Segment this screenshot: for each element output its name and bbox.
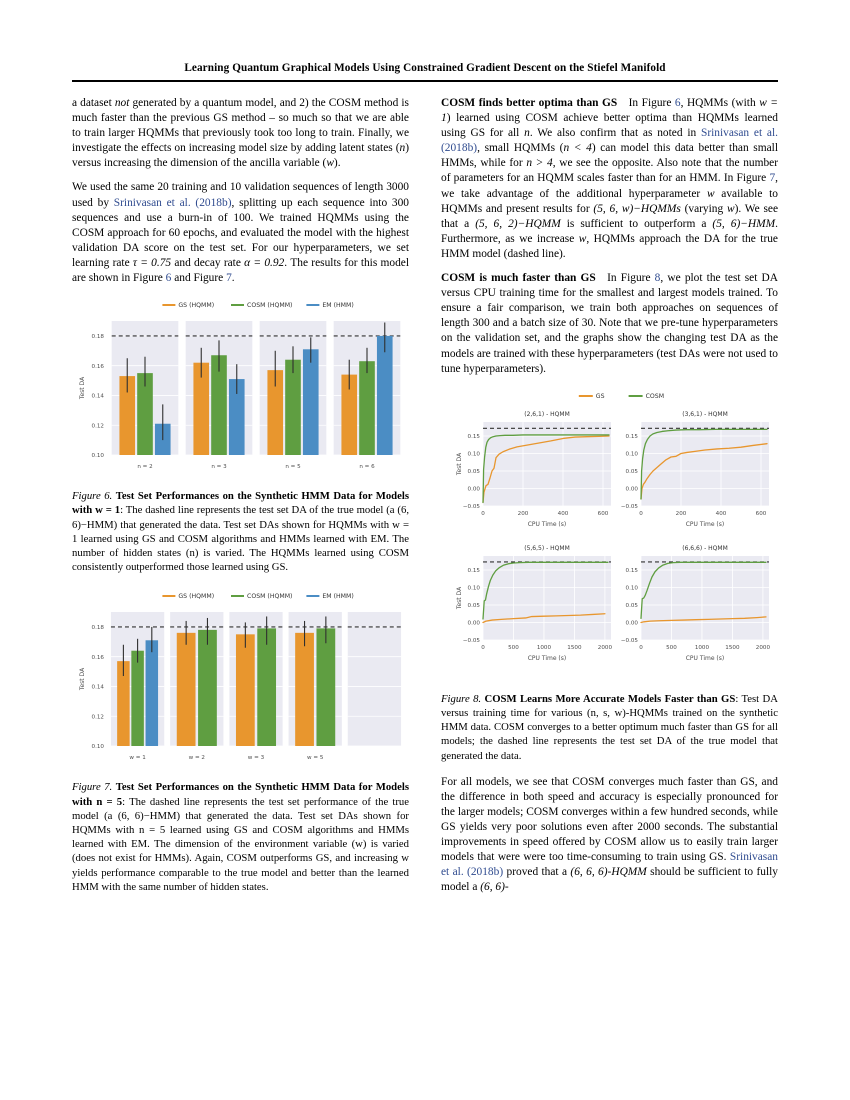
body-text: generated by a quantum model, and 2) the COSM method is much faster than the previous GS method – so much so that we are able to train larger HQMMs that previously took too long to train. Finally, we investigate the effects on increasing model size by adding latent states (	[72, 97, 409, 155]
right-column	[441, 96, 778, 904]
x-tick-label: 1500	[567, 644, 582, 651]
legend-label: COSM	[645, 392, 665, 400]
figure-7-text: : The dashed line represents the test set performance of the true model (a (6, 6)−HMM) that generated the data. Test set DAs shown for HQMMs with n = 5 learned using GS and COSM algorithms and HMMs learned with EM. The dimension of the environment variable (w) is varied (does not exist for HMMs). Again, COSM outperforms GS, and increasing w yields performance comparable to the true model and better than the learned HMM with the same number of hidden states.	[72, 795, 409, 893]
bar	[146, 641, 159, 747]
x-tick-label: n = 5	[285, 464, 301, 471]
math-inline: w	[706, 187, 715, 200]
x-tick-label: 500	[666, 644, 677, 651]
figure-7	[72, 586, 409, 774]
body-text: proved that a	[503, 866, 571, 879]
y-axis-label: Test DA	[456, 586, 463, 609]
citation-link[interactable]: 8	[654, 272, 661, 285]
panel-title: (5,6,5) - HQMM	[524, 544, 570, 552]
citation-link[interactable]: 7	[226, 272, 232, 285]
math-inline: w	[326, 157, 334, 170]
y-tick-label: 0.00	[467, 486, 480, 493]
y-tick-label: −0.05	[462, 503, 480, 510]
y-tick-label: 0.00	[625, 620, 638, 627]
figure-8-legend	[579, 393, 664, 400]
citation-link[interactable]: 6	[165, 272, 172, 285]
citation-link[interactable]: Srinivasan et al. (2018b)	[441, 851, 778, 879]
math-inline: n < 4	[563, 142, 592, 155]
y-tick-label: 0.15	[467, 433, 480, 440]
y-tick-label: 0.15	[625, 567, 638, 574]
bar	[316, 629, 335, 747]
y-tick-label: 0.10	[625, 451, 638, 458]
paragraph-1	[72, 96, 409, 171]
x-tick-label: w = 1	[129, 755, 146, 762]
x-axis-label: CPU Time (s)	[527, 654, 567, 662]
body-text: , we take advantage of the additional hyperparameter	[441, 172, 778, 200]
legend-label: COSM (HQMM)	[247, 593, 293, 601]
bar	[236, 635, 255, 747]
x-tick-label: w = 3	[247, 755, 265, 762]
bar	[177, 633, 196, 746]
x-tick-label: 1000	[694, 644, 710, 651]
y-tick-label: 0.10	[467, 585, 480, 592]
x-tick-label: n = 2	[137, 464, 153, 471]
y-tick-label: 0.10	[91, 453, 104, 460]
bar	[295, 633, 314, 746]
body-text: For all models, we see that COSM converges much faster than GS, and the difference in both speed and accuracy is especially pronounced for the larger models; COSM converges within a few hundred seconds, while GS yields very poor solutions even after 2000 seconds. The substantial improvements in speed offered by COSM allow us to easily train larger models that were were too time-consuming to train using GS.	[441, 775, 778, 864]
body-text: . We also confirm that as noted in	[529, 127, 701, 140]
y-tick-label: 0.05	[625, 468, 638, 475]
figure-6-legend	[162, 302, 353, 309]
figure-8-title: COSM Learns More Accurate Models Faster than GS	[484, 692, 736, 705]
bar	[257, 629, 276, 747]
y-tick-label: 0.00	[625, 486, 638, 493]
x-tick-label: 500	[508, 644, 519, 651]
paragraph-heading: COSM is much faster than GS	[441, 272, 608, 285]
figure-7-caption	[72, 780, 409, 894]
citation-link[interactable]: Srinivasan et al. (2018b)	[113, 196, 232, 209]
x-tick-label: 600	[755, 510, 767, 517]
paragraph-5	[441, 775, 778, 896]
x-tick-label: w = 2	[188, 755, 205, 762]
math-inline: n > 4	[526, 157, 553, 170]
math-inline: n	[399, 142, 406, 155]
citation-link[interactable]: Srinivasan et al. (2018b)	[441, 127, 778, 155]
y-tick-label: 0.05	[625, 602, 638, 609]
x-tick-label: 400	[557, 510, 569, 517]
x-tick-label: 1500	[725, 644, 740, 651]
body-text: and decay rate	[171, 256, 245, 269]
y-tick-label: −0.05	[620, 637, 638, 644]
body-text: We used the same 20 training and 10 validation sequences of length 3000 used by	[72, 181, 409, 209]
left-column	[72, 96, 409, 906]
body-text: , we plot the test set DA versus CPU training time for the smallest and largest models trained. To ensure a fair comparison, we train both approaches on sequences of length 300 and a batch size of 30. Note that we pre-tune hyperparameters on the validation set, and the graphs show the changing test DA as the models are trained with these hyperparameters (test DAs were not used to tune hyperparameters).	[441, 272, 778, 375]
y-tick-label: 0.10	[91, 744, 104, 751]
figure-8	[441, 386, 778, 686]
running-head: Learning Quantum Graphical Models Using Constrained Gradient Descent on the Stiefel Manifold	[184, 62, 666, 74]
figure-7-label: Figure 7.	[72, 781, 113, 794]
figure-8-caption	[441, 692, 778, 763]
figure-8-chart	[441, 386, 778, 686]
y-tick-label: −0.05	[462, 637, 480, 644]
figure-6-chart	[72, 295, 409, 483]
math-inline: α = 0.92	[244, 256, 285, 269]
body-text: , small HQMMs (	[477, 142, 564, 155]
math-inline: (6, 6)-	[480, 881, 509, 894]
figure-8-label: Figure 8.	[441, 692, 482, 705]
y-tick-label: 0.12	[91, 714, 104, 721]
body-text: In Figure	[628, 97, 675, 109]
header-rule	[72, 80, 778, 82]
x-tick-label: 0	[481, 644, 485, 651]
body-text: ) can model this data better than small HMMs, while for	[441, 142, 778, 170]
paragraph-2	[72, 180, 409, 286]
body-text: is sufficient to outperform a	[560, 217, 713, 230]
figure-6-text: : The dashed line represents the test set DA of the true model (a (6, 6)−HMM) that generated the data. Test set DAs shown for HQMMs with w = 1 learned using GS and COSM algorithms and HMMs learned with EM. The number of hidden states (n) is varied. The HQMMs learned using COSM consistently outperformed those learned using GS.	[72, 504, 410, 574]
x-tick-label: 0	[639, 510, 643, 517]
y-tick-label: 0.05	[467, 468, 480, 475]
legend-label: EM (HMM)	[322, 302, 354, 310]
legend-label: GS	[595, 392, 605, 400]
math-inline: w = 1	[441, 97, 778, 125]
panel-title: (6,6,6) - HQMM	[682, 544, 728, 552]
x-tick-label: 600	[597, 510, 609, 517]
x-tick-label: 2000	[755, 644, 771, 651]
x-axis-label: CPU Time (s)	[685, 520, 725, 528]
math-inline: (5, 6, w)−HQMMs	[593, 202, 681, 215]
paragraph-4	[441, 271, 778, 377]
body-text: ) learned using COSM achieve better optima than HQMMs learned using GS for all	[441, 112, 778, 140]
paragraph-3	[441, 96, 778, 262]
body-text: available to HQMMs and present results for	[441, 187, 778, 215]
x-tick-label: 200	[517, 510, 529, 517]
legend-label: COSM (HQMM)	[247, 302, 293, 310]
bar	[377, 336, 393, 455]
y-tick-label: −0.05	[620, 503, 638, 510]
y-tick-label: 0.10	[467, 451, 480, 458]
body-text: . The results for this model are shown in Figure	[72, 256, 409, 285]
body-text: . Furthermore, as we increase	[441, 217, 778, 245]
bar	[131, 651, 144, 746]
math-inline: n	[524, 127, 530, 140]
body-text: ) versus increasing the dimension of the ancilla variable (	[72, 142, 409, 170]
figure-7-title: Test Set Performances on the Synthetic HMM Data for Models with n = 5	[72, 781, 409, 808]
x-tick-label: w = 5	[307, 755, 324, 762]
bar	[285, 360, 301, 455]
math-inline: w	[726, 202, 735, 215]
math-inline: τ = 0.75	[132, 256, 172, 269]
y-tick-label: 0.14	[91, 393, 104, 400]
y-tick-label: 0.15	[625, 433, 638, 440]
panel-title: (3,6,1) - HQMM	[682, 410, 728, 418]
citation-link[interactable]: 7	[769, 172, 776, 185]
math-inline: (6, 6, 6)-HQMM	[570, 866, 647, 879]
emphasis-text: not	[114, 97, 130, 109]
bar	[198, 630, 217, 746]
figure-6-label: Figure 6.	[72, 490, 113, 503]
plot-background	[483, 556, 611, 640]
figure-8-text: : Test DA versus training time for various (n, s, w)-HQMMs trained on the synthetic HMM data. COSM converges to a better optimum much faster than GS for all models; the dashed line represents the test set DA of the true model that generated the data.	[441, 692, 778, 762]
x-tick-label: n = 6	[359, 464, 375, 471]
legend-label: GS (HQMM)	[178, 593, 215, 601]
x-tick-label: n = 3	[211, 464, 227, 471]
y-tick-label: 0.15	[467, 567, 480, 574]
citation-link[interactable]: 6	[674, 97, 681, 109]
x-tick-label: 0	[481, 510, 485, 517]
body-text: and Figure	[171, 272, 227, 285]
y-tick-label: 0.14	[91, 684, 104, 691]
x-tick-label: 200	[675, 510, 687, 517]
body-text: , splitting up each sequence into 300 sequences and use a burn-in of 100. We trained HQMMs using the COSM approach for 60 epochs, and evaluated the model with the highest validation DA score on the test set. For our hyperparameters, we set learning rate	[72, 196, 409, 269]
bar	[359, 361, 375, 455]
y-tick-label: 0.12	[91, 423, 104, 430]
math-inline: w	[578, 232, 587, 245]
y-tick-label: 0.16	[91, 363, 104, 370]
y-tick-label: 0.00	[467, 620, 480, 627]
y-tick-label: 0.16	[91, 655, 104, 662]
x-tick-label: 400	[715, 510, 727, 517]
body-text: In Figure	[607, 272, 655, 285]
x-tick-label: 2000	[597, 644, 613, 651]
x-tick-label: 1000	[536, 644, 552, 651]
y-tick-label: 0.05	[467, 602, 480, 609]
figure-7-legend	[162, 594, 353, 601]
math-inline: (5, 6, 2)−HQMM	[475, 217, 561, 230]
legend-label: EM (HMM)	[322, 593, 354, 601]
y-axis-label: Test DA	[79, 668, 86, 691]
y-tick-label: 0.10	[625, 585, 638, 592]
body-text: .	[231, 272, 235, 285]
panel-title: (2,6,1) - HQMM	[524, 410, 570, 418]
body-text: should be sufficient to fully model a	[441, 866, 778, 894]
bar	[303, 349, 319, 455]
figure-6-title: Test Set Performances on the Synthetic HMM Data for Models with w = 1	[72, 490, 409, 517]
paragraph-heading: COSM finds better optima than GS	[441, 97, 629, 109]
plot-background	[348, 612, 401, 746]
body-text: , we see the opposite. Also note that the number of parameters for an HQMM scales faster than for an HMM. In Figure	[441, 157, 778, 185]
body-text: , HQMMs approach the DA for the true HMM model (dashed line).	[441, 232, 778, 260]
body-text: , HQMMs (with	[680, 97, 760, 109]
x-axis-label: CPU Time (s)	[685, 654, 725, 662]
math-inline: (5, 6)−HMM	[712, 217, 776, 230]
y-tick-label: 0.18	[91, 334, 104, 341]
figure-6-caption	[72, 489, 409, 574]
y-tick-label: 0.18	[91, 625, 104, 632]
x-tick-label: 0	[639, 644, 643, 651]
y-axis-label: Test DA	[456, 452, 463, 475]
y-axis-label: Test DA	[79, 376, 86, 400]
figure-6	[72, 295, 409, 483]
body-text: ). We see that a	[441, 202, 778, 230]
body-text: a dataset	[72, 97, 115, 109]
legend-label: GS (HQMM)	[178, 302, 215, 310]
body-text: ).	[333, 157, 341, 170]
body-text: (varying	[680, 202, 727, 215]
figure-7-chart	[72, 586, 409, 774]
plot-background	[641, 556, 769, 640]
x-axis-label: CPU Time (s)	[527, 520, 567, 528]
